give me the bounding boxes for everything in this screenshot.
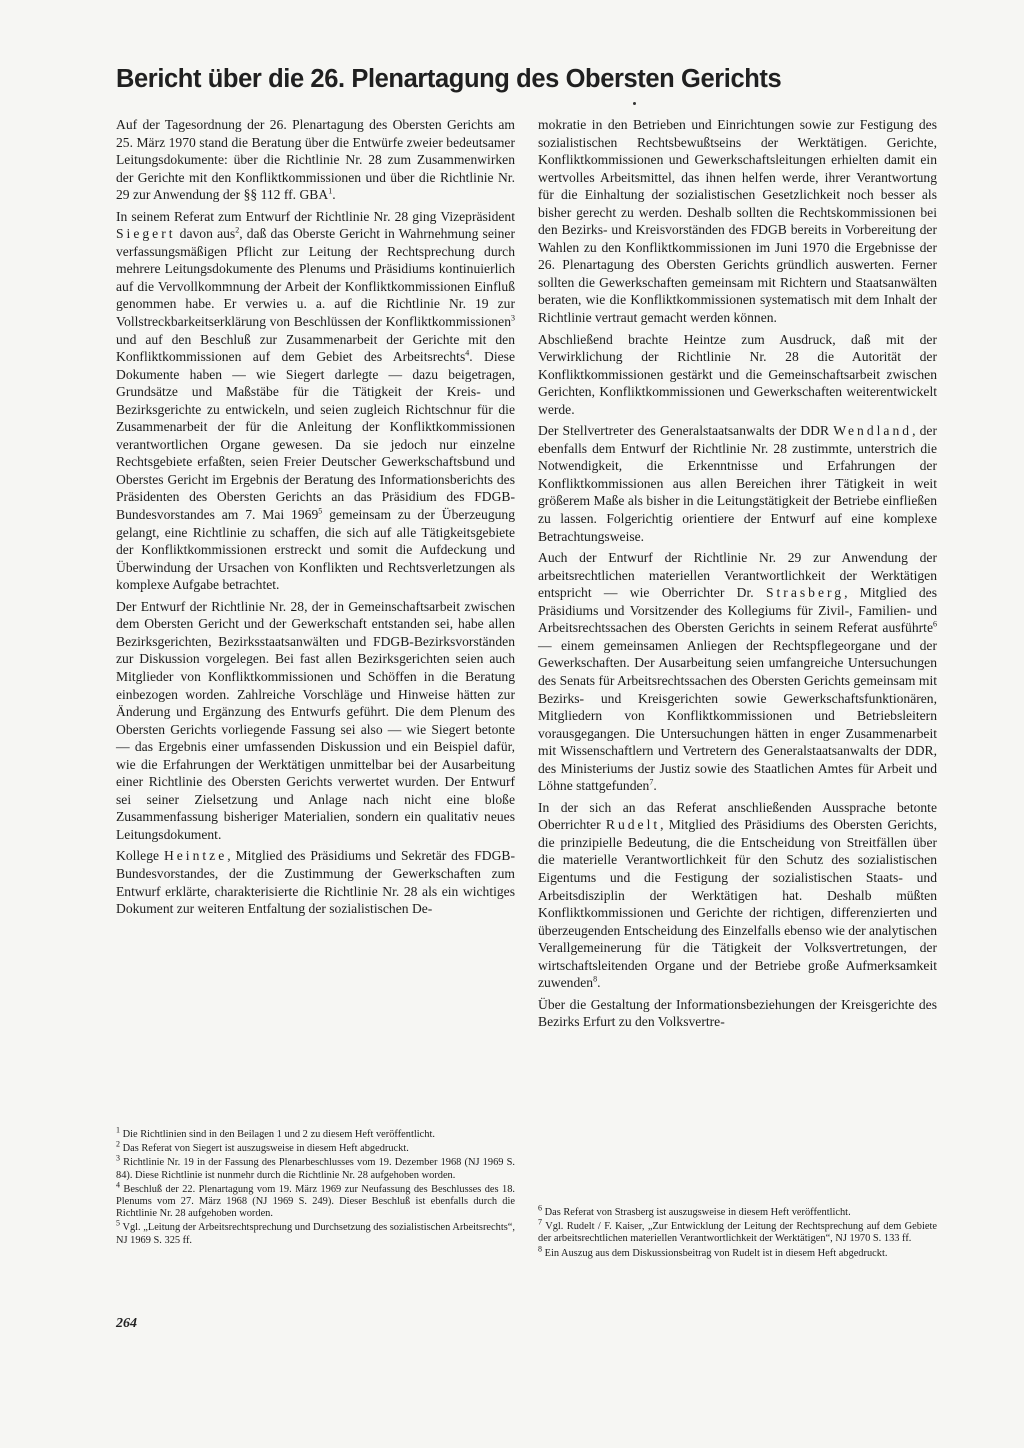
footnote: $^8$ Ein Auszug aus dem Diskussionsbeitrag von Rudelt ist in diesem Heft abgedruckt. (538, 1244, 888, 1259)
paragraph: Abschließend brachte Heintze zum Ausdruck, daß mit der Verwirklichung der Richtlinie Nr. 28 die Autorität der Konfliktkommissionen gestärkt und die Gemeinschaftsarbeit zwischen Gerichten, Konfliktkommissionen und Gewerkschaften weiterentwickelt werde. (538, 331, 937, 417)
person-name: Rudelt (605, 817, 661, 833)
person-name: Strasberg (765, 585, 845, 601)
person-name: Heintze (163, 848, 228, 864)
footnote-ref: 2 (235, 225, 240, 235)
paragraph: Auf der Tagesordnung der 26. Plenartagung des Obersten Gerichts am 25. März 1970 stand die Beratung über die Entwürfe zweier bedeutsamer Leitungsdokumente: über die Richtlinie Nr. 28 zum Zusammenwirken der Gerichte mit den Konfliktkommissionen und über die Richtlinie Nr. 29 zur Anwendung der §§ 112 ff. GBA$^1$. (116, 117, 515, 203)
footnote: $^7$ Vgl. Rudelt / F. Kaiser, „Zur Entwicklung der Leitung der Rechtsprechung auf dem Gebiete der arbeitsrechtlichen materiellen Verantwortlichkeit der Werktätigen“, NJ 1970 S. 133 ff. (538, 1217, 937, 1245)
paragraph: Der Entwurf der Richtlinie Nr. 28, der in Gemeinschaftsarbeit zwischen dem Obersten Gericht und der Gewerkschaft entstanden sei, habe allen Bezirksgerichten, Bezirksstaatsanwälten und FDGB-Bezirksvorständen zur Diskussion vorgelegen. Bei fast allen Bezirksgerichten seien auch Mitglieder von Konfliktkommissionen und Schöffen in die Beratung einbezogen worden. Zahlreiche Vorschläge und Hinweise hätten zur Änderung und Ergänzung des Entwurfs geführt. Die dem Plenum des Obersten Gerichts vorliegende Fassung sei also — wie Siegert betonte — das Ergebnis einer umfassenden Diskussion und ein Beispiel dafür, wie die Erfahrungen der Werktätigen unmittelbar bei der Ausarbeitung einer Richtlinie des Obersten Gerichts verwertet wurden. Der Entwurf sei seiner Zielsetzung und Anlage nach nicht eine bloße Zusammenfassung bisheriger Materialien, sondern ein qualitativ neues Leitungsdokument. (116, 598, 515, 842)
footnote: $^3$ Richtlinie Nr. 19 in der Fassung des Plenarbeschlusses vom 19. Dezember 1968 (NJ 1969 S. 84). Diese Richtlinie ist nunmehr durch die Richtlinie Nr. 28 aufgehoben worden. (116, 1153, 515, 1181)
footnote-ref: 4 (465, 348, 470, 358)
paragraph: In der sich an das Referat anschließenden Aussprache betonte Oberrichter Rudelt, Mitglied des Präsidiums des Obersten Gerichts, die prinzipielle Bedeutung, die die Entscheidung von Streitfällen über die materielle Verantwortlichkeit für den Schutz des sozialistischen Eigentums und die Festigung der sozialistischen Staats- und Arbeitsdisziplin der Werktätigen hat. Deshalb müßten Konfliktkommissionen und Gerichte der richtigen, differenzierten und überzeugenden Entscheidung des Einzelfalls ebenso wie der analytischen Verallgemeinerung für die Tätigkeit der Volksvertretungen, der wirtschaftsleitenden Organe und der Betriebe große Aufmerksamkeit zuwenden$^8$. (538, 799, 937, 991)
right-column (538, 116, 937, 1035)
footnote-ref: 3 (511, 313, 515, 323)
paragraph: Über die Gestaltung der Informationsbeziehungen der Kreisgerichte des Bezirks Erfurt zu den Volksvertre- (538, 996, 937, 1030)
footnote-ref: 7 (649, 777, 654, 787)
footnote-ref: 5 (318, 506, 323, 516)
footnote-ref: 1 (328, 186, 333, 196)
paragraph: Auch der Entwurf der Richtlinie Nr. 29 zur Anwendung der arbeitsrechtlichen materiellen Verantwortlichkeit der Werktätigen entspricht — wie Oberrichter Dr. Strasberg, Mitglied des Präsidiums und Vorsitzender des Kollegiums für Zivil-, Familien- und Arbeitsrechtssachen des Obersten Gerichts in seinem Referat ausführte$^6$ — einem gemeinsamen Anliegen der Rechtspflegeorgane und der Gewerkschaften. Der Ausarbeitung seien umfangreiche Untersuchungen des Senats für Arbeitsrechtssachen des Obersten Gerichts gemeinsam mit Bezirks- und Kreisgerichten sowie Gewerkschaftsfunktionären, Mitgliedern von Konfliktkommissionen und Betriebsleitern vorausgegangen. Die Untersuchungen hätten in enger Zusammenarbeit mit Wissenschaftlern und Vertretern des Generalstaatsanwalts der DDR, des Ministeriums der Justiz sowie des Staatlichen Amtes für Arbeit und Löhne stattgefunden$^7$. (538, 550, 937, 794)
page-title: Bericht über die 26. Plenartagung des Obersten Gerichts (116, 65, 782, 93)
footnote-ref: 8 (593, 974, 598, 984)
footnote: $^2$ Das Referat von Siegert ist auszugsweise in diesem Heft abgedruckt. (116, 1139, 409, 1155)
footnote-ref: 6 (933, 619, 937, 629)
paragraph: Der Stellvertreter des Generalstaatsanwalts der DDR Wendland, der ebenfalls dem Entwurf der Richtlinie Nr. 28 zustimmte, unterstrich die Notwendigkeit, die Erkenntnisse und Erfahrungen der Konfliktkommissionen aus allen Bereichen ihrer Tätigkeit in weit größerem Maße als bisher in die Leitungstätigkeit der Betriebe einfließen zu lassen. Folgerichtig orientiere der Entwurf auf eine komplexe Betrachtungsweise. (538, 423, 937, 544)
footnotes-left (116, 1125, 515, 1249)
paragraph: mokratie in den Betrieben und Einrichtungen sowie zur Festigung des sozialistischen Rechtsbewußtseins der Werktätigen. Gerichte, Konfliktkommissionen und Gewerkschaftsleitungen erhielten damit ein wertvolles Arbeitsmittel, das ihnen helfen werde, ihrer Verantwortung für die Einhaltung der sozialistischen Gesetzlichkeit noch besser als bisher gerecht zu werden. Deshalb sollten die Rechtskommissionen bei den Bezirks- und Kreisvorständen des FDGB bereits in Vorbereitung der Wahlen zu den Konfliktkommissionen im Juni 1970 die Ergebnisse der 26. Plenartagung des Obersten Gerichts gründlich auswerten. Ferner sollten die Gewerkschaften gemeinsam mit Richtern und Staatsanwälten beraten, wie die Konfliktkommissionen systematisch mit dem Inhalt der Richtlinie vertraut gemacht werden können. (538, 117, 937, 326)
page-number: 264 (116, 1316, 137, 1331)
paragraph: Kollege Heintze, Mitglied des Präsidiums und Sekretär des FDGB-Bundesvorstandes, der die Zustimmung der Gewerkschaften zum Entwurf erklärte, charakterisierte die Richtlinie Nr. 28 als ein wichtiges Dokument zur weiteren Entfaltung der sozialistischen De- (116, 848, 515, 917)
footnote: $^5$ Vgl. „Leitung der Arbeitsrechtsprechung und Durchsetzung des sozialistischen Arbeitsrechts“, NJ 1969 S. 325 ff. (116, 1218, 515, 1246)
person-name: Wendland (833, 423, 913, 439)
person-name: Siegert (116, 226, 176, 242)
left-column (116, 116, 515, 922)
paragraph: In seinem Referat zum Entwurf der Richtlinie Nr. 28 ging Vizepräsident Siegert davon aus$^2$, daß das Oberste Gericht in Wahrnehmung seiner verfassungsmäßigen Pflicht zur Leitung der Rechtsprechung durch mehrere Leitungsdokumente des Plenums und Präsidiums kontinuierlich auf die Vervollkommnung der Arbeit der Konfliktkommissionen Einfluß genommen habe. Er verwies u. a. auf die Richtlinie Nr. 19 zur Vollstreckbarkeitserklärung von Beschlüssen der Konfliktkommissionen$^3$ und auf den Beschluß zur Zusammenarbeit der Gerichte mit den Konfliktkommissionen auf dem Gebiet des Arbeitsrechts$^4$. Diese Dokumente haben — wie Siegert darlegte — dazu beigetragen, Grundsätze und Maßstäbe für die Tätigkeit der Kreis- und Bezirksgerichte zu entwickeln, und seien zugleich Richtschnur für die Zusammenarbeit der für die Anleitung der Konfliktkommissionen verantwortlichen Organe gewesen. Da sie jedoch nur einzelne Rechtsgebiete erfaßten, seien Freier Deutscher Gewerkschaftsbund und Oberstes Gericht im Ergebnis der Beratung des Informationsberichts des Präsidenten des Obersten Gerichts an das Präsidium des FDGB-Bundesvorstandes am 7. Mai 1969$^5$ gemeinsam zu der Überzeugung gelangt, eine Richtlinie zu schaffen, die sich auf alle Tätigkeitsgebiete der Konfliktkommissionen erstreckt und somit die Aufdeckung und Überwindung der Ursachen von Konflikten und Rechtsverletzungen als komplexe Aufgabe betrachtet. (116, 208, 516, 593)
footnote: $^4$ Beschluß der 22. Plenartagung vom 19. März 1969 zur Neufassung des Beschlusses des 18. Plenums vom 27. März 1968 (NJ 1969 S. 249). Dieser Beschluß ist ebenfalls durch die Richtlinie Nr. 28 aufgehoben worden. (116, 1180, 515, 1220)
footnote: $^1$ Die Richtlinien sind in den Beilagen 1 und 2 zu diesem Heft veröffentlicht. (116, 1125, 435, 1140)
footnotes-right (538, 1203, 937, 1262)
ink-speck (633, 102, 636, 105)
footnote: $^6$ Das Referat von Strasberg ist auszugsweise in diesem Heft veröffentlicht. (538, 1203, 851, 1218)
